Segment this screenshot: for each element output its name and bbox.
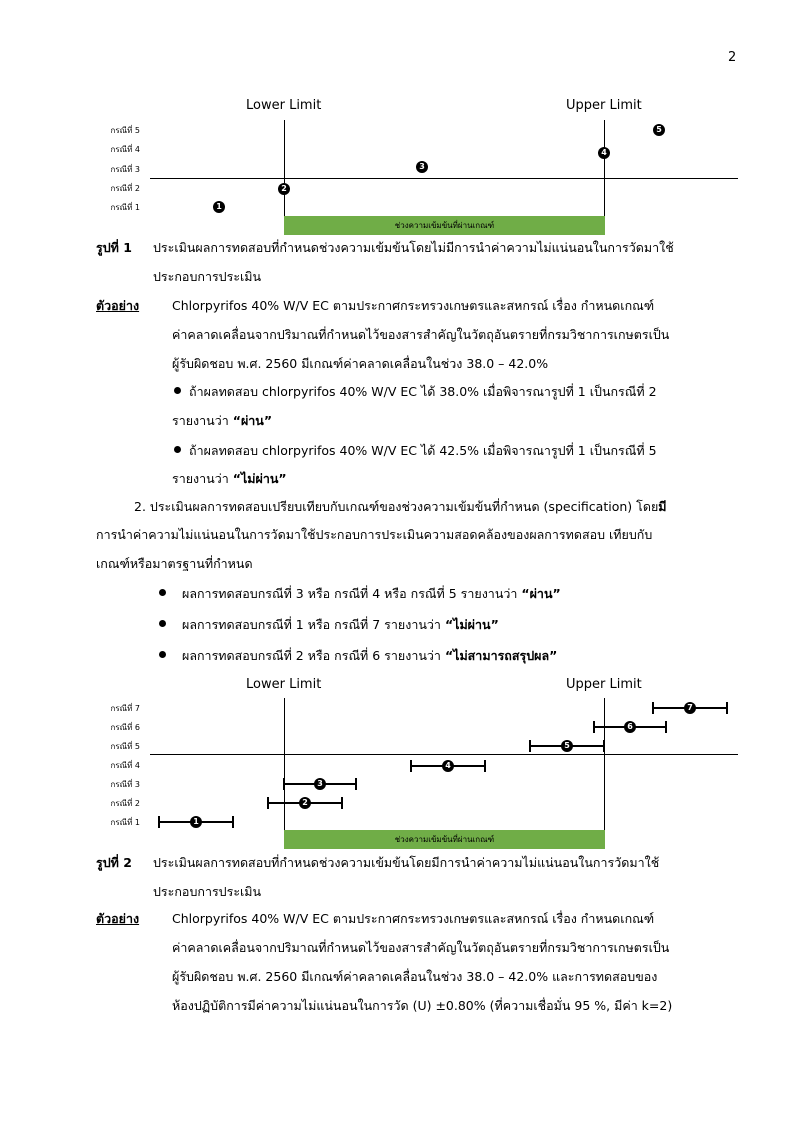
section-2-line1-text: 2. ประเมินผลการทดสอบเปรียบเทียบกับเกณฑ์ของช่วงความเข้มข้นที่กำหนด (specification) โดย	[134, 499, 659, 514]
marker-2: 2	[299, 797, 311, 809]
marker-3: 3	[314, 778, 326, 790]
marker-1: 1	[190, 816, 202, 828]
error-cap	[267, 797, 269, 809]
marker-6: 6	[624, 721, 636, 733]
case-label: กรณีที่ 5	[110, 126, 140, 135]
case-label: กรณีที่ 1	[110, 203, 140, 212]
upper-limit-label: Upper Limit	[566, 677, 642, 692]
error-cap	[283, 778, 285, 790]
marker-1: 1	[213, 201, 225, 213]
case-label: กรณีที่ 4	[110, 145, 140, 154]
section-2-line2: การนำค่าความไม่แน่นอนในการวัดมาใช้ประกอบการประเมินความสอดคล้องของผลการทดสอบ เทียบกับ	[96, 527, 653, 542]
figure-2-caption-line2: ประกอบการประเมิน	[153, 884, 262, 899]
case-label: กรณีที่ 6	[110, 723, 140, 732]
lower-limit-line	[284, 698, 285, 830]
page-number: 2	[728, 50, 737, 65]
marker-5: 5	[653, 124, 665, 136]
case-label: กรณีที่ 2	[110, 184, 140, 193]
example-1-line2: ค่าคลาดเคลื่อนจากปริมาณที่กำหนดไว้ของสารสำคัญในวัตถุอันตรายที่กรมวิชาการเกษตรเป็น	[172, 327, 670, 342]
figure-1-caption-line1: ประเมินผลการทดสอบที่กำหนดช่วงความเข้มข้นโดยไม่มีการนำค่าความไม่แน่นอนในการวัดมาใช้	[153, 240, 674, 255]
example-2-line2: ค่าคลาดเคลื่อนจากปริมาณที่กำหนดไว้ของสารสำคัญในวัตถุอันตรายที่กรมวิชาการเกษตรเป็น	[172, 940, 670, 955]
case-label: กรณีที่ 5	[110, 742, 140, 751]
result-value: “ผ่าน”	[232, 413, 273, 428]
example-1-bullet-1: ถ้าผลทดสอบ chlorpyrifos 40% W/V EC ได้ 38.0% เมื่อพิจารณารูปที่ 1 เป็นกรณีที่ 2	[189, 384, 657, 399]
error-cap	[158, 816, 160, 828]
result-value: “ไม่ผ่าน”	[232, 471, 287, 486]
example-2-line4: ห้องปฏิบัติการมีค่าความไม่แน่นอนในการวัด (U) ±0.80% (ที่ความเชื่อมั่น 95 %, มีค่า k=2)	[172, 998, 673, 1013]
case-label: กรณีที่ 7	[110, 704, 140, 713]
bullet-text: ผลการทดสอบกรณีที่ 1 หรือ กรณีที่ 7 รายงานว่า	[182, 617, 441, 632]
figure-2-label: รูปที่ 2	[96, 855, 132, 870]
error-cap	[484, 760, 486, 772]
example-2-label: ตัวอย่าง	[96, 911, 140, 926]
upper-limit-line	[604, 698, 605, 830]
upper-limit-label: Upper Limit	[566, 98, 642, 113]
error-cap	[593, 721, 595, 733]
example-1-bullet-2: ถ้าผลทดสอบ chlorpyrifos 40% W/V EC ได้ 42.5% เมื่อพิจารณารูปที่ 1 เป็นกรณีที่ 5	[189, 443, 657, 458]
pass-range-band: ช่วงความเข้มข้นที่ผ่านเกณฑ์	[284, 830, 605, 849]
lower-limit-label: Lower Limit	[246, 98, 322, 113]
case-label: กรณีที่ 2	[110, 799, 140, 808]
example-1-label: ตัวอย่าง	[96, 298, 140, 313]
error-cap	[341, 797, 343, 809]
example-1-line3: ผู้รับผิดชอบ พ.ศ. 2560 มีเกณฑ์ค่าคลาดเคลื่อนในช่วง 38.0 – 42.0%	[172, 356, 549, 371]
error-cap	[665, 721, 667, 733]
figure-2-caption-line1: ประเมินผลการทดสอบที่กำหนดช่วงความเข้มข้นโดยมีการนำค่าความไม่แน่นอนในการวัดมาใช้	[153, 855, 660, 870]
result-value: “ผ่าน”	[521, 586, 561, 601]
lower-limit-label: Lower Limit	[246, 677, 322, 692]
case-label: กรณีที่ 3	[110, 780, 140, 789]
pass-range-band: ช่วงความเข้มข้นที่ผ่านเกณฑ์	[284, 216, 605, 235]
error-cap	[652, 702, 654, 714]
section-2-line3: เกณฑ์หรือมาตรฐานที่กำหนด	[96, 556, 253, 571]
case-label: กรณีที่ 1	[110, 818, 140, 827]
example-1-line1: Chlorpyrifos 40% W/V EC ตามประกาศกระทรวงเกษตรและสหกรณ์ เรื่อง กำหนดเกณฑ์	[172, 298, 655, 313]
marker-7: 7	[684, 702, 696, 714]
error-cap	[232, 816, 234, 828]
report-prefix: รายงานว่า	[172, 471, 229, 486]
figure-1-label: รูปที่ 1	[96, 240, 132, 255]
marker-2: 2	[278, 183, 290, 195]
error-cap	[410, 760, 412, 772]
marker-3: 3	[416, 161, 428, 173]
example-2-line3: ผู้รับผิดชอบ พ.ศ. 2560 มีเกณฑ์ค่าคลาดเคลื่อนในช่วง 38.0 – 42.0% และการทดสอบของ	[172, 969, 658, 984]
error-cap	[355, 778, 357, 790]
bullet-text: ผลการทดสอบกรณีที่ 3 หรือ กรณีที่ 4 หรือ กรณีที่ 5 รายงานว่า	[182, 586, 518, 601]
error-cap	[603, 740, 605, 752]
section-2-bold: มี	[658, 499, 667, 514]
bullet-text: ผลการทดสอบกรณีที่ 2 หรือ กรณีที่ 6 รายงานว่า	[182, 648, 441, 663]
axis-line	[150, 754, 738, 755]
marker-4: 4	[442, 760, 454, 772]
figure-1-caption-line2: ประกอบการประเมิน	[153, 269, 262, 284]
error-cap	[529, 740, 531, 752]
case-label: กรณีที่ 4	[110, 761, 140, 770]
report-prefix: รายงานว่า	[172, 413, 229, 428]
marker-4: 4	[598, 147, 610, 159]
marker-5: 5	[561, 740, 573, 752]
example-2-line1: Chlorpyrifos 40% W/V EC ตามประกาศกระทรวงเกษตรและสหกรณ์ เรื่อง กำหนดเกณฑ์	[172, 911, 655, 926]
error-cap	[726, 702, 728, 714]
result-value: “ไม่ผ่าน”	[444, 617, 499, 632]
result-value: “ไม่สามารถสรุปผล”	[444, 648, 558, 663]
case-label: กรณีที่ 3	[110, 165, 140, 174]
